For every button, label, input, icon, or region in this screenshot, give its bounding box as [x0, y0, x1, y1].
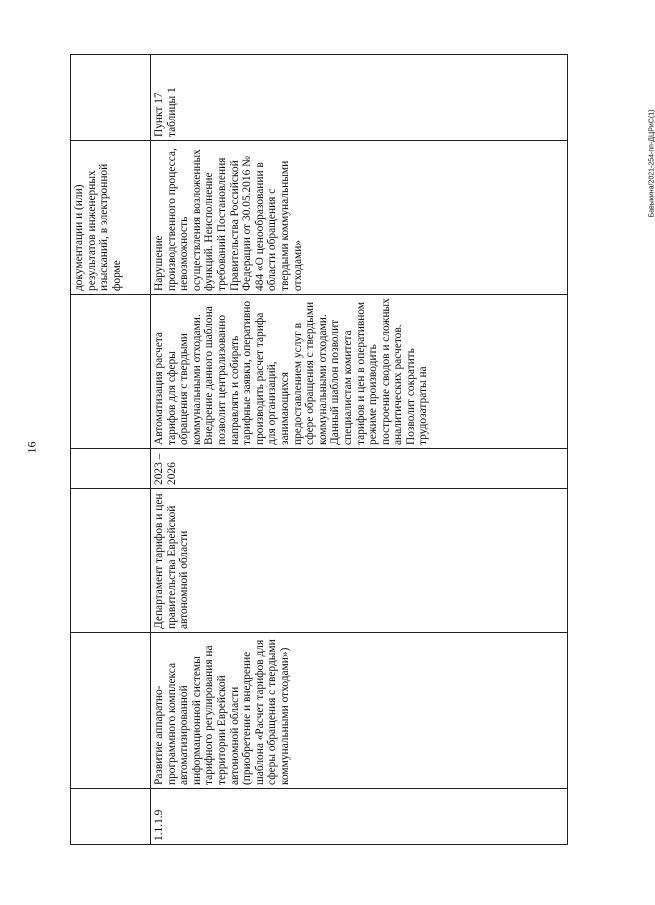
cell-link: Пункт 17 таблицы 1 — [151, 55, 568, 141]
rotated-table-wrapper — [70, 55, 568, 845]
page-number: 16 — [24, 441, 39, 454]
cell-link-empty — [71, 55, 151, 141]
table-row — [151, 55, 568, 845]
document-stamp: Бавыкина/2021-254-пп-ДЦРиС(1) — [648, 109, 655, 218]
cell-executor-empty — [71, 489, 151, 633]
cell-result-continuation: документации и (или) результатов инженерных изысканий, в электронной форме — [71, 141, 151, 295]
cell-name-empty — [71, 633, 151, 789]
cell-num-empty — [71, 789, 151, 845]
cell-consequences: Нарушение производственного процесса, невозможность осуществления возложенных функций. Неисполнение требований Постановления Правительства Российской Федерации от 30.05.2016 № 484 «О ценообразовании в области обращения с твердыми коммунальными отходами» — [151, 141, 568, 295]
cell-executor: Департамент тарифов и цен правительства Еврейской автономной области — [151, 489, 568, 633]
cell-term: 2023 – 2026 — [151, 449, 568, 489]
cell-expected-result: Автоматизация расчета тарифов для сферы обращения с твердыми коммунальными отходами. Внедрение данного шаблона позволит централизованно направлять и собирать тарифные заявки, оперативно производить расчет тарифа для организаций, занимающихся предоставлением услуг в сфере обращения с твердыми коммунальными отходами. Данный шаблон позволит специалистам комитета тарифов и цен в оперативном режиме производить построение сводов и сложных аналитических расчетов. Позволит сократить трудозатраты на — [151, 295, 568, 449]
table-row — [71, 55, 151, 845]
cell-event-name: Развитие аппаратно-программного комплекса автоматизированной информационной системы тарифного регулирования на территории Еврейской автономной области (приобретение и внедрение шаблона «Расчет тарифов для сферы обращения с твердыми коммунальными отходами») — [151, 633, 568, 789]
cell-result-empty — [71, 295, 151, 449]
cell-term-empty — [71, 449, 151, 489]
program-table — [70, 54, 568, 845]
cell-number: 1.1.1.9 — [151, 789, 568, 845]
